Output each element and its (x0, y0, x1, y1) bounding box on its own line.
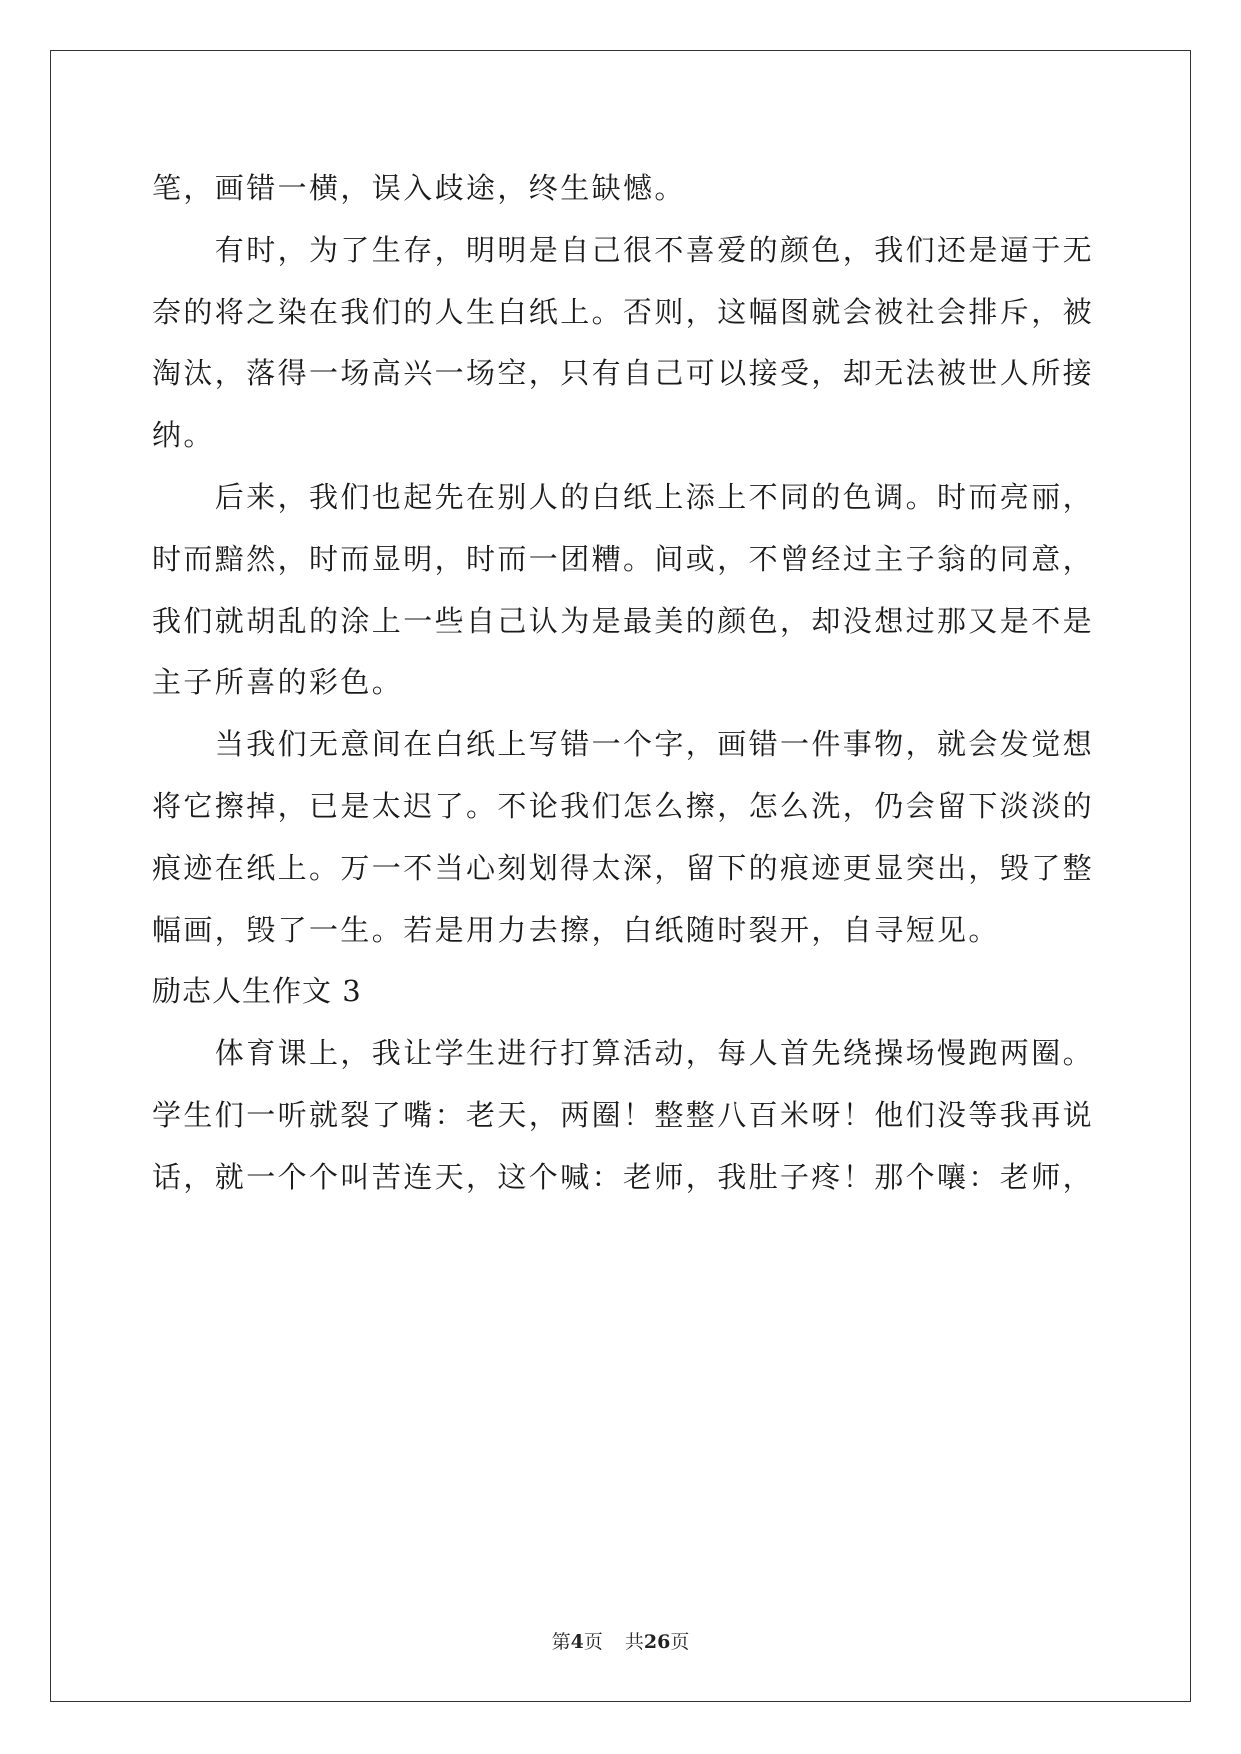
page-suffix: 页 (583, 1631, 603, 1653)
paragraph (152, 467, 1095, 714)
document-body (152, 158, 1095, 1209)
text-line: 奈的将之染在我们的人生白纸上。否则，这幅图就会被社会排斥，被 (152, 294, 1095, 329)
text-line: 痕迹在纸上。万一不当心刻划得太深，留下的痕迹更显突出，毁了整 (152, 850, 1095, 885)
total-pages: 26 (643, 1631, 671, 1653)
text-line: 淘汰，落得一场高兴一场空，只有自己可以接受，却无法被世人所接 (152, 356, 1095, 391)
text-line: 我们就胡乱的涂上一些自己认为是最美的颜色，却没想过那又是不是 (152, 603, 1095, 638)
text-line: 纳。 (152, 418, 215, 453)
text-line: 有时，为了生存，明明是自己很不喜爱的颜色，我们还是逼于无 (152, 232, 1095, 267)
paragraph (152, 1023, 1095, 1208)
total-suffix: 页 (670, 1631, 690, 1653)
text-line: 时而黯然，时而显明，时而一团糟。间或，不曾经过主子翁的同意， (152, 541, 1095, 576)
text-line: 后来，我们也起先在别人的白纸上添上不同的色调。时而亮丽， (152, 479, 1095, 514)
text-line: 当我们无意间在白纸上写错一个字，画错一件事物，就会发觉想 (152, 727, 1095, 762)
text-line: 学生们一听就裂了嘴：老天，两圈！整整八百米呀！他们没等我再说 (152, 1097, 1095, 1132)
text-line: 体育课上，我让学生进行打算活动，每人首先绕操场慢跑两圈。 (152, 1036, 1095, 1071)
paragraph (152, 714, 1095, 961)
paragraph (152, 158, 1092, 220)
page-prefix: 第 (551, 1631, 571, 1653)
text-line: 话，就一个个叫苦连天，这个喊：老师，我肚子疼！那个嚷：老师， (152, 1159, 1095, 1194)
text-line: 幅画，毁了一生。若是用力去擦，白纸随时裂开，自寻短见。 (152, 912, 1000, 947)
section-heading: 励志人生作文 3 (152, 974, 362, 1009)
total-prefix: 共 (624, 1631, 644, 1653)
paragraph (152, 220, 1095, 467)
text-line: 主子所喜的彩色。 (152, 665, 404, 700)
page-number: 4 (570, 1631, 584, 1653)
text-line: 将它擦掉，已是太迟了。不论我们怎么擦，怎么洗，仍会留下淡淡的 (152, 788, 1095, 823)
text-line: 笔，画错一横，误入歧途，终生缺憾。 (152, 171, 686, 205)
page-footer (0, 1627, 1241, 1654)
